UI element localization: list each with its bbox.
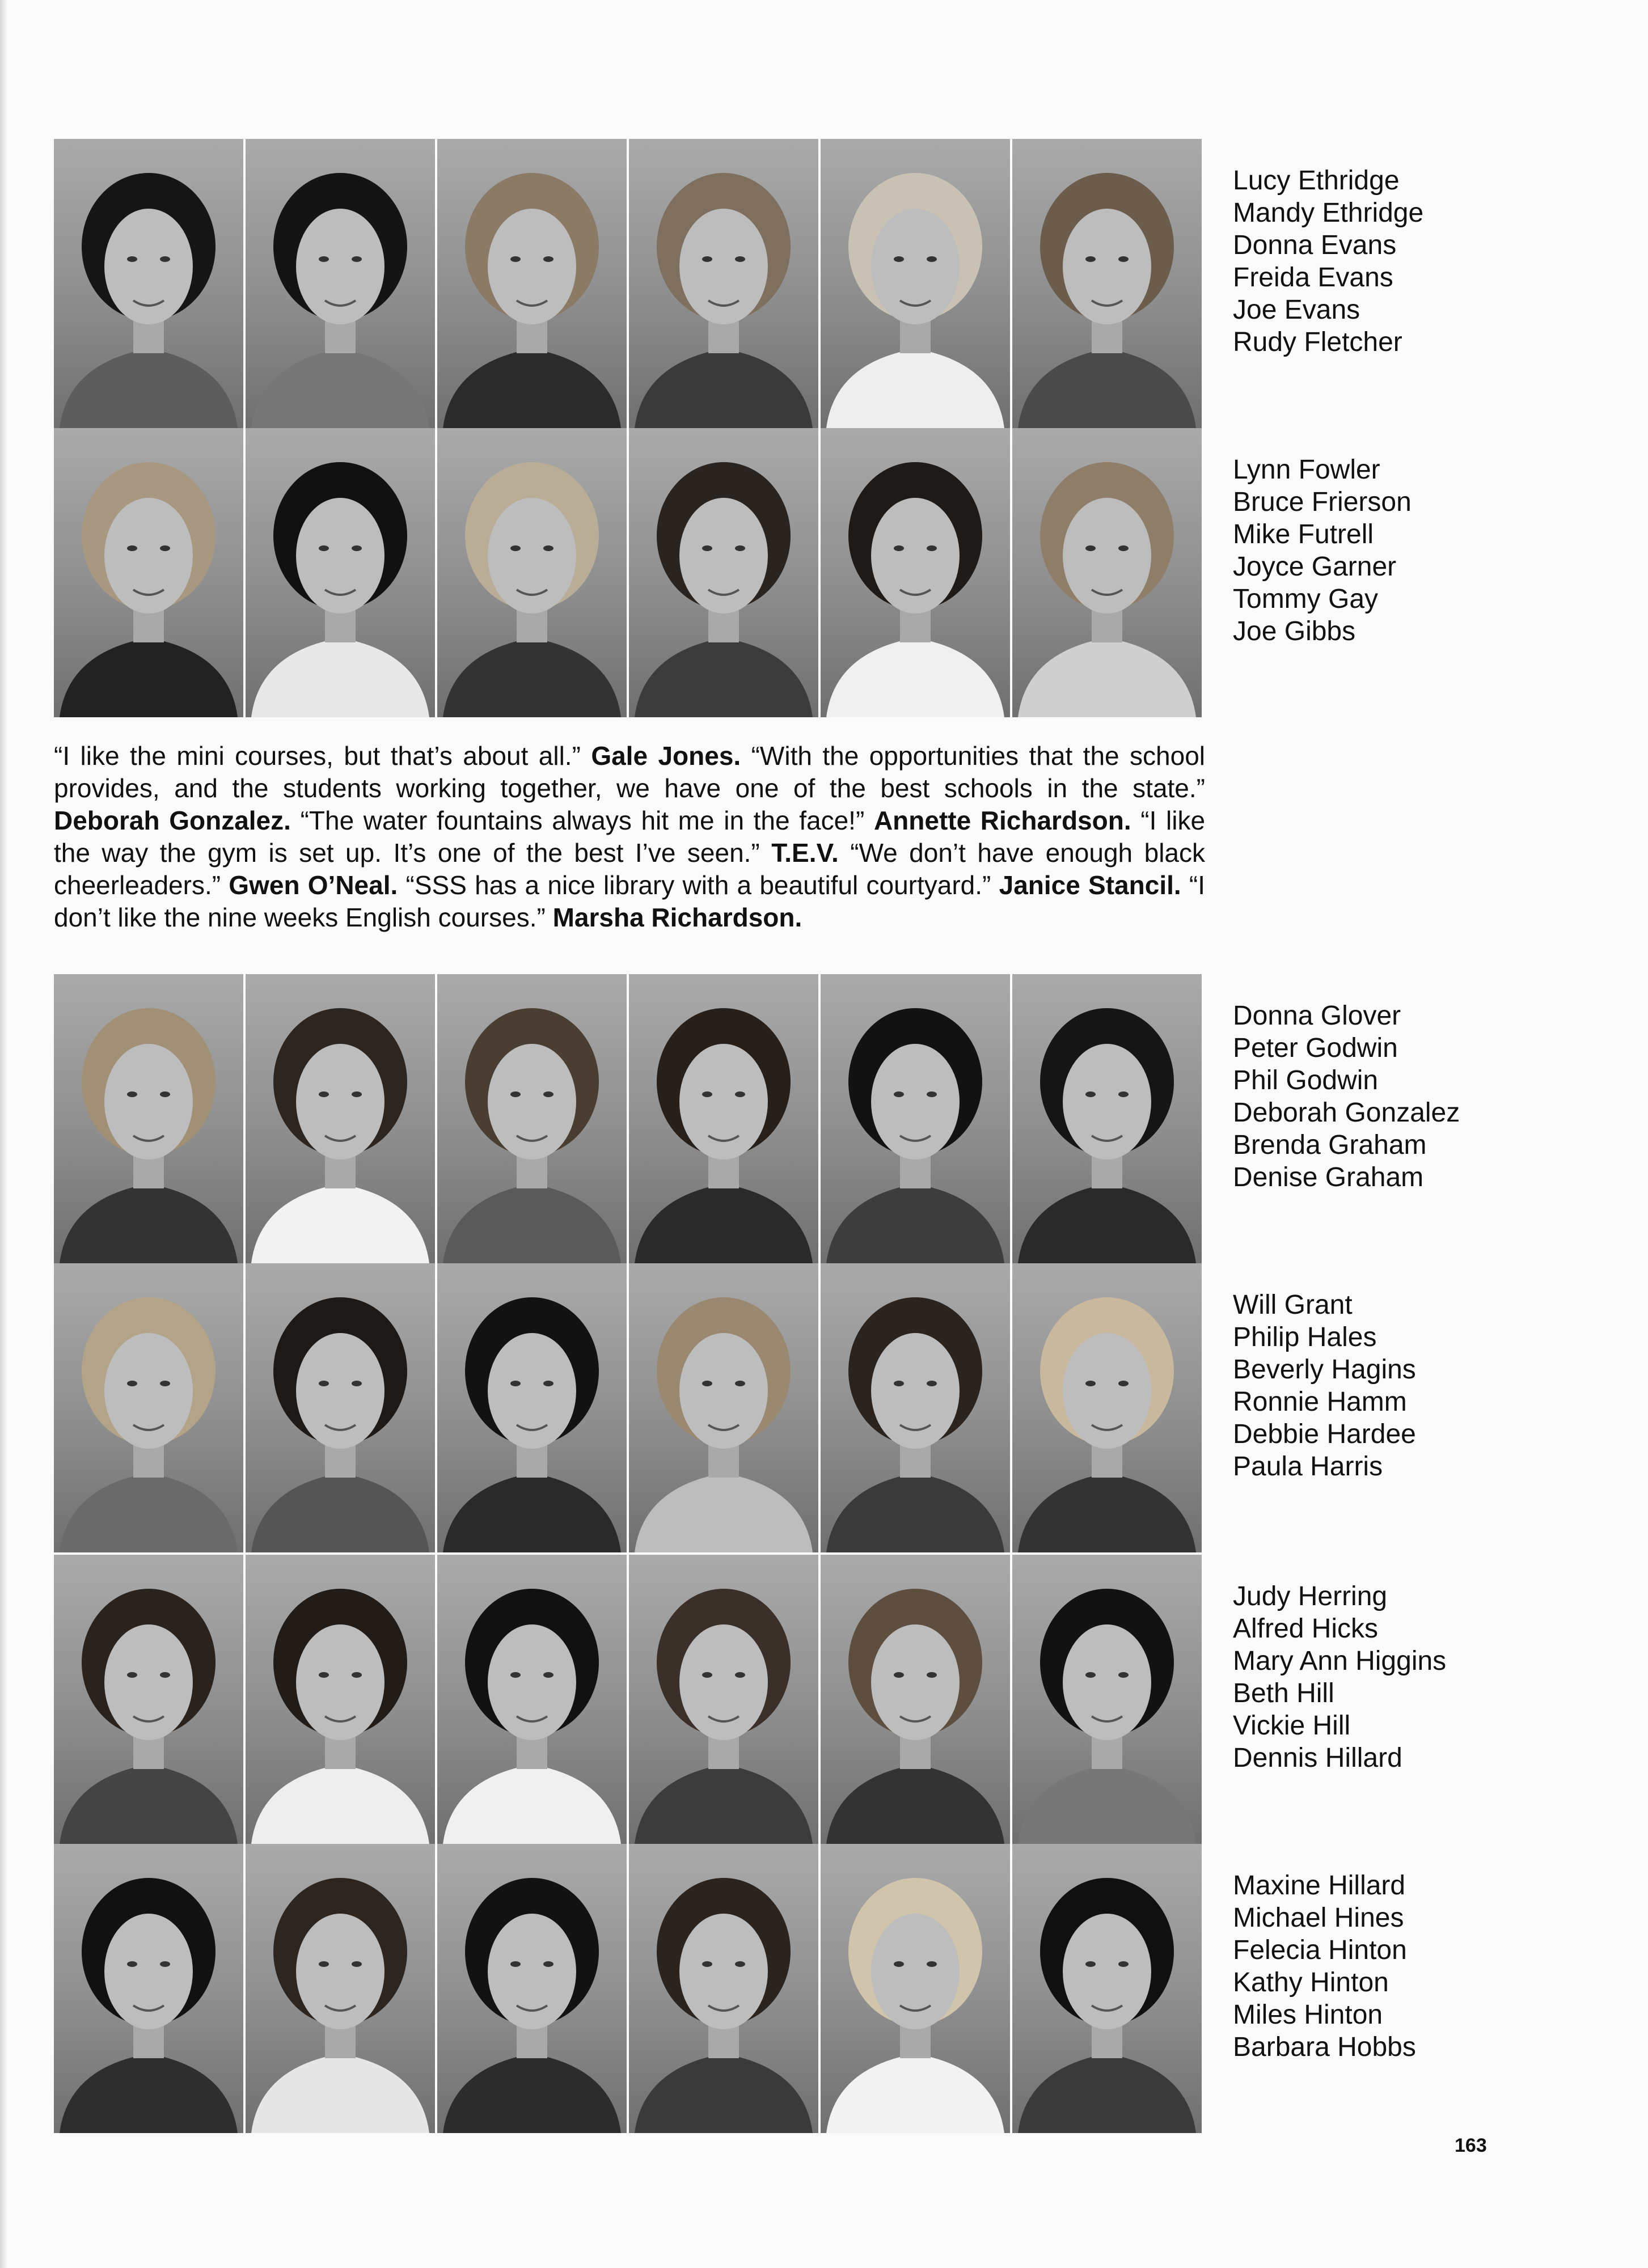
photo-row — [54, 1844, 1203, 2133]
page-edge — [0, 0, 8, 2268]
student-portrait — [1012, 428, 1202, 717]
student-portrait — [821, 1263, 1010, 1552]
student-portrait — [437, 974, 627, 1263]
student-name: Donna Evans — [1233, 230, 1397, 260]
photo-row — [54, 974, 1203, 1263]
name-list — [1233, 454, 1412, 648]
student-name: Paula Harris — [1233, 1452, 1383, 1482]
quote-text: “With the opportunities that the school provides, and the students working together, we have one of the best schools in the state.” — [54, 741, 1205, 803]
photo-row — [54, 428, 1203, 717]
student-portrait — [821, 1844, 1010, 2133]
student-portrait — [54, 1555, 243, 1844]
student-portrait — [821, 139, 1010, 428]
student-portrait — [246, 1844, 435, 2133]
student-name: Lynn Fowler — [1233, 455, 1380, 485]
student-portrait — [54, 974, 243, 1263]
page-number: 163 — [1455, 2135, 1487, 2156]
student-portrait — [821, 428, 1010, 717]
student-name: Philip Hales — [1233, 1322, 1377, 1352]
student-portrait — [246, 974, 435, 1263]
student-portrait — [629, 1263, 818, 1552]
student-portrait — [437, 1263, 627, 1552]
student-portrait — [629, 1555, 818, 1844]
student-portrait — [629, 139, 818, 428]
name-list — [1233, 1289, 1416, 1483]
student-name: Rudy Fletcher — [1233, 327, 1402, 357]
student-name: Mike Futrell — [1233, 519, 1374, 549]
student-name: Peter Godwin — [1233, 1033, 1398, 1063]
quote-speaker: Gwen O’Neal. — [229, 870, 398, 900]
student-portrait — [821, 974, 1010, 1263]
student-portrait — [246, 139, 435, 428]
student-name: Freida Evans — [1233, 263, 1393, 293]
student-portrait — [437, 1555, 627, 1844]
student-portrait — [1012, 139, 1202, 428]
name-list — [1233, 1869, 1416, 2063]
student-portrait — [246, 428, 435, 717]
student-name: Kathy Hinton — [1233, 1967, 1389, 1998]
name-list — [1233, 164, 1423, 358]
photo-row — [54, 139, 1203, 428]
student-portrait — [246, 1263, 435, 1552]
name-list — [1233, 1000, 1460, 1194]
student-name: Dennis Hillard — [1233, 1743, 1402, 1773]
student-name: Lucy Ethridge — [1233, 166, 1400, 196]
student-portrait — [246, 1555, 435, 1844]
student-portrait — [437, 428, 627, 717]
student-portrait — [54, 428, 243, 717]
student-name: Michael Hines — [1233, 1903, 1404, 1933]
quote-text: “The water fountains always hit me in the face!” — [300, 806, 865, 835]
student-quotes — [54, 740, 1205, 934]
quote-speaker: Annette Richardson. — [873, 806, 1131, 835]
quote-speaker: Deborah Gonzalez. — [54, 806, 291, 835]
student-portrait — [629, 974, 818, 1263]
student-name: Miles Hinton — [1233, 2000, 1383, 2030]
quote-speaker: Gale Jones. — [591, 741, 741, 771]
student-portrait — [629, 1844, 818, 2133]
quote-text: “I like the way the gym is set up. It’s one of the best I’ve seen.” — [54, 806, 1206, 868]
student-name: Alfred Hicks — [1233, 1614, 1379, 1644]
student-name: Debbie Hardee — [1233, 1419, 1416, 1449]
photo-row — [54, 1263, 1203, 1552]
student-name: Felecia Hinton — [1233, 1935, 1407, 1965]
quote-speaker: Marsha Richardson. — [552, 903, 802, 932]
student-name: Beth Hill — [1233, 1678, 1334, 1708]
student-name: Vickie Hill — [1233, 1711, 1351, 1741]
student-name: Barbara Hobbs — [1233, 2032, 1416, 2062]
student-name: Bruce Frierson — [1233, 487, 1412, 517]
student-name: Tommy Gay — [1233, 584, 1379, 614]
student-portrait — [437, 139, 627, 428]
student-name: Donna Glover — [1233, 1001, 1401, 1031]
student-name: Phil Godwin — [1233, 1065, 1379, 1095]
student-portrait — [1012, 1263, 1202, 1552]
student-portrait — [54, 1263, 243, 1552]
student-portrait — [1012, 974, 1202, 1263]
student-portrait — [437, 1844, 627, 2133]
student-name: Denise Graham — [1233, 1162, 1424, 1192]
student-name: Maxine Hillard — [1233, 1871, 1406, 1901]
quote-text: “We don’t have enough black cheerleaders.” — [54, 838, 1206, 900]
student-name: Judy Herring — [1233, 1581, 1388, 1611]
quote-text: “I like the mini courses, but that’s about all.” — [54, 741, 581, 771]
photo-row — [54, 1555, 1203, 1844]
student-name: Deborah Gonzalez — [1233, 1098, 1460, 1128]
student-portrait — [1012, 1555, 1202, 1844]
student-name: Ronnie Hamm — [1233, 1387, 1407, 1417]
student-name: Will Grant — [1233, 1290, 1353, 1320]
student-name: Joe Evans — [1233, 295, 1360, 325]
student-name: Mary Ann Higgins — [1233, 1646, 1447, 1676]
student-portrait — [54, 1844, 243, 2133]
quote-text: “I don’t like the nine weeks English courses.” — [54, 870, 1206, 932]
student-name: Beverly Hagins — [1233, 1355, 1416, 1385]
student-name: Joyce Garner — [1233, 552, 1397, 582]
student-name: Brenda Graham — [1233, 1130, 1427, 1160]
quote-speaker: Janice Stancil. — [999, 870, 1181, 900]
student-portrait — [629, 428, 818, 717]
student-portrait — [54, 139, 243, 428]
student-name: Joe Gibbs — [1233, 616, 1356, 646]
student-portrait — [1012, 1844, 1202, 2133]
quote-text: “SSS has a nice library with a beautiful courtyard.” — [405, 870, 991, 900]
quote-speaker: T.E.V. — [771, 838, 839, 868]
student-portrait — [821, 1555, 1010, 1844]
student-name: Mandy Ethridge — [1233, 198, 1424, 228]
name-list — [1233, 1580, 1446, 1774]
